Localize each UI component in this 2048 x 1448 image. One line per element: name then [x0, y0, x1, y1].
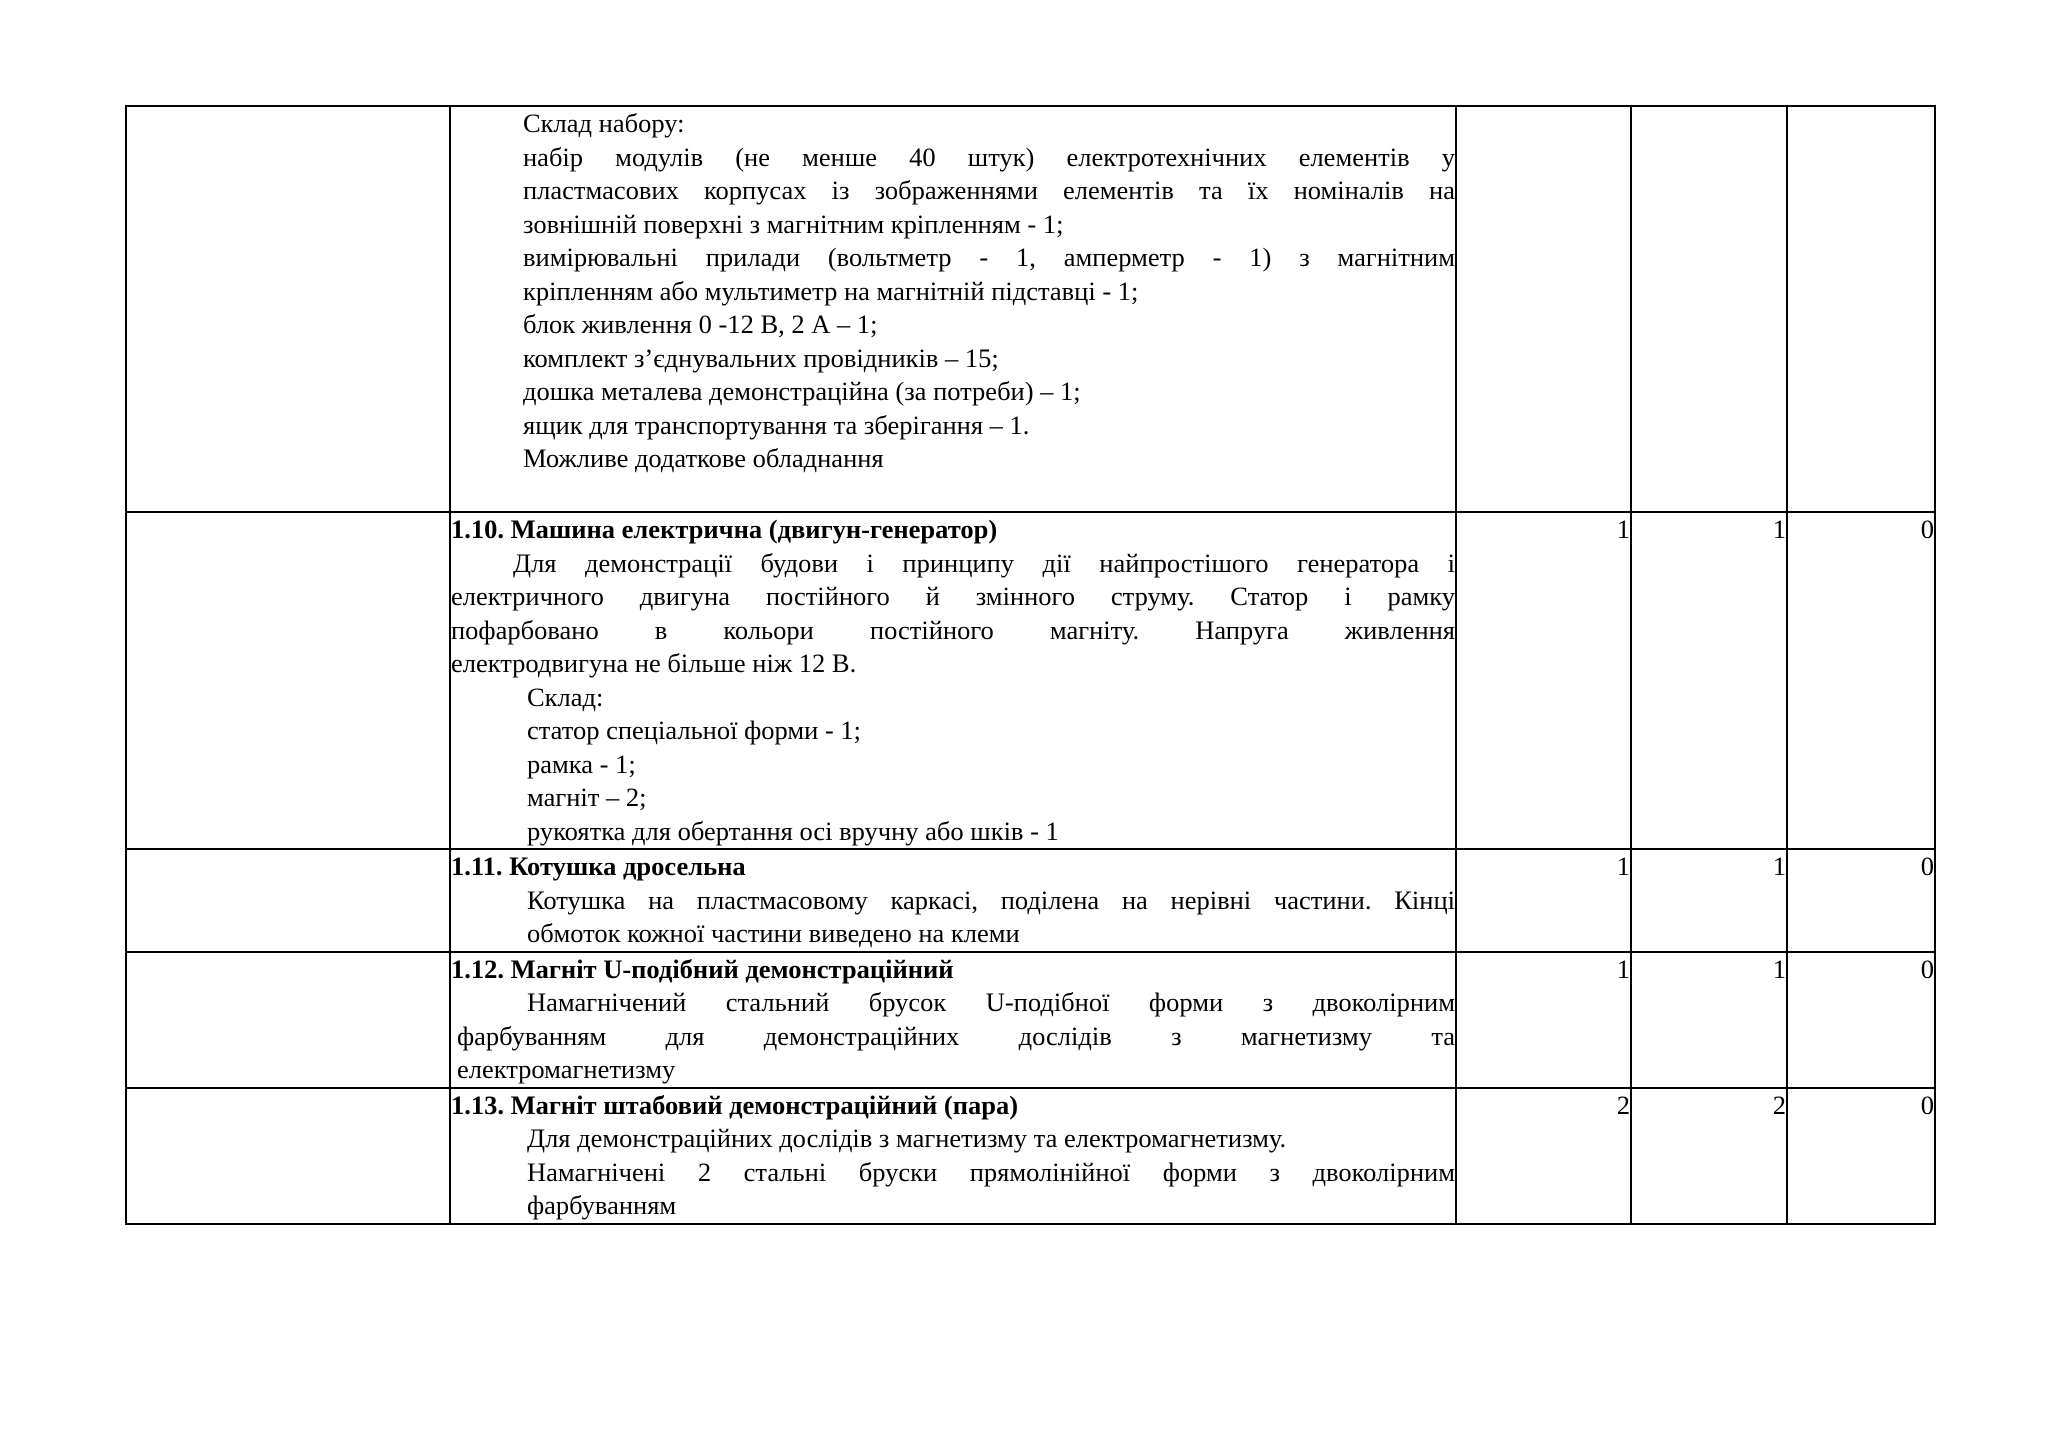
list-line: рукоятка для обертання осі вручну або шків - 1	[527, 815, 1059, 846]
table-row	[126, 512, 1935, 849]
description-line: Котушка на пластмасовому каркасі, поділена на нерівні частини. Кінці	[527, 884, 1455, 915]
quantity-cell: 1	[1631, 952, 1787, 1088]
list-line: Склад набору:	[523, 108, 685, 138]
quantity-cell: 0	[1787, 952, 1935, 1088]
quantity-cell: 0	[1787, 512, 1935, 849]
item-description-cell	[450, 1088, 1456, 1224]
empty-cell	[126, 512, 450, 849]
empty-cell	[1787, 106, 1935, 512]
item-title: 1.13. Магніт штабовий демонстраційний (пара)	[451, 1089, 1019, 1120]
table-row	[126, 106, 1935, 512]
empty-cell	[1456, 106, 1631, 512]
item-title: 1.12. Магніт U-подібний демонстраційний	[451, 953, 954, 984]
table-row	[126, 1088, 1935, 1224]
table-row	[126, 952, 1935, 1088]
description-line: Намагнічені 2 стальні бруски прямолінійної форми з двоколірним	[527, 1156, 1455, 1187]
empty-cell	[126, 106, 450, 512]
description-line: фарбуванням для демонстраційних дослідів з магнетизму та	[457, 1020, 1455, 1051]
description-line: пофарбовано в кольори постійного магніту. Напруга живлення	[451, 614, 1455, 645]
list-line: зовнішній поверхні з магнітним кріпленням - 1;	[523, 208, 1064, 239]
description-line: електромагнетизму	[457, 1054, 676, 1084]
list-line: комплект з’єднувальних провідників – 15;	[523, 342, 999, 373]
item-title: 1.10. Машина електрична (двигун-генератор)	[451, 514, 998, 544]
quantity-cell: 1	[1456, 952, 1631, 1088]
list-line: пластмасових корпусах із зображеннями елементів та їх номіналів на	[523, 175, 1455, 205]
item-description-cell	[450, 952, 1456, 1088]
item-description-cell	[450, 512, 1456, 849]
list-line: ящик для транспортування та зберігання – 1.	[523, 409, 1030, 440]
list-line: кріпленням або мультиметр на магнітній підставці - 1;	[523, 275, 1139, 306]
quantity-cell: 2	[1631, 1088, 1787, 1224]
empty-cell	[126, 849, 450, 952]
list-line: рамка - 1;	[527, 748, 636, 779]
list-line: Склад:	[527, 681, 604, 712]
description-line: Намагнічений стальний брусок U-подібної форми з двоколірним	[527, 987, 1455, 1017]
list-line: блок живлення 0 -12 В, 2 А – 1;	[523, 309, 878, 339]
table-row	[126, 849, 1935, 952]
item-description-cell	[450, 106, 1456, 512]
list-line: Можливе додаткове обладнання	[523, 443, 884, 473]
item-title: 1.11. Котушка дросельна	[451, 851, 746, 881]
equipment-spec-table	[125, 105, 1936, 1225]
description-line: Для демонстрації будови і принципу дії найпростішого генератора і	[513, 547, 1455, 578]
item-description-cell	[450, 849, 1456, 952]
description-line: фарбуванням	[527, 1190, 677, 1220]
description-line: електродвигуна не більше ніж 12 В.	[451, 648, 857, 678]
description-line: обмоток кожної частини виведено на клеми	[527, 918, 1020, 948]
empty-cell	[1631, 106, 1787, 512]
list-line: магніт – 2;	[527, 782, 647, 812]
quantity-cell: 1	[1456, 512, 1631, 849]
quantity-cell: 0	[1787, 1088, 1935, 1224]
quantity-cell: 1	[1631, 512, 1787, 849]
empty-cell	[126, 952, 450, 1088]
description-line: Для демонстраційних дослідів з магнетизму та електромагнетизму.	[527, 1123, 1287, 1153]
quantity-cell: 1	[1631, 849, 1787, 952]
list-line: набір модулів (не менше 40 штук) електротехнічних елементів у	[523, 141, 1455, 172]
empty-cell	[126, 1088, 450, 1224]
quantity-cell: 0	[1787, 849, 1935, 952]
list-line: вимірювальні прилади (вольтметр - 1, амперметр - 1) з магнітним	[523, 242, 1455, 272]
list-line: статор спеціальної форми - 1;	[527, 715, 861, 745]
quantity-cell: 2	[1456, 1088, 1631, 1224]
quantity-cell: 1	[1456, 849, 1631, 952]
description-line: електричного двигуна постійного й змінного струму. Статор і рамку	[451, 581, 1455, 611]
list-line: дошка металева демонстраційна (за потреби) – 1;	[523, 376, 1081, 406]
